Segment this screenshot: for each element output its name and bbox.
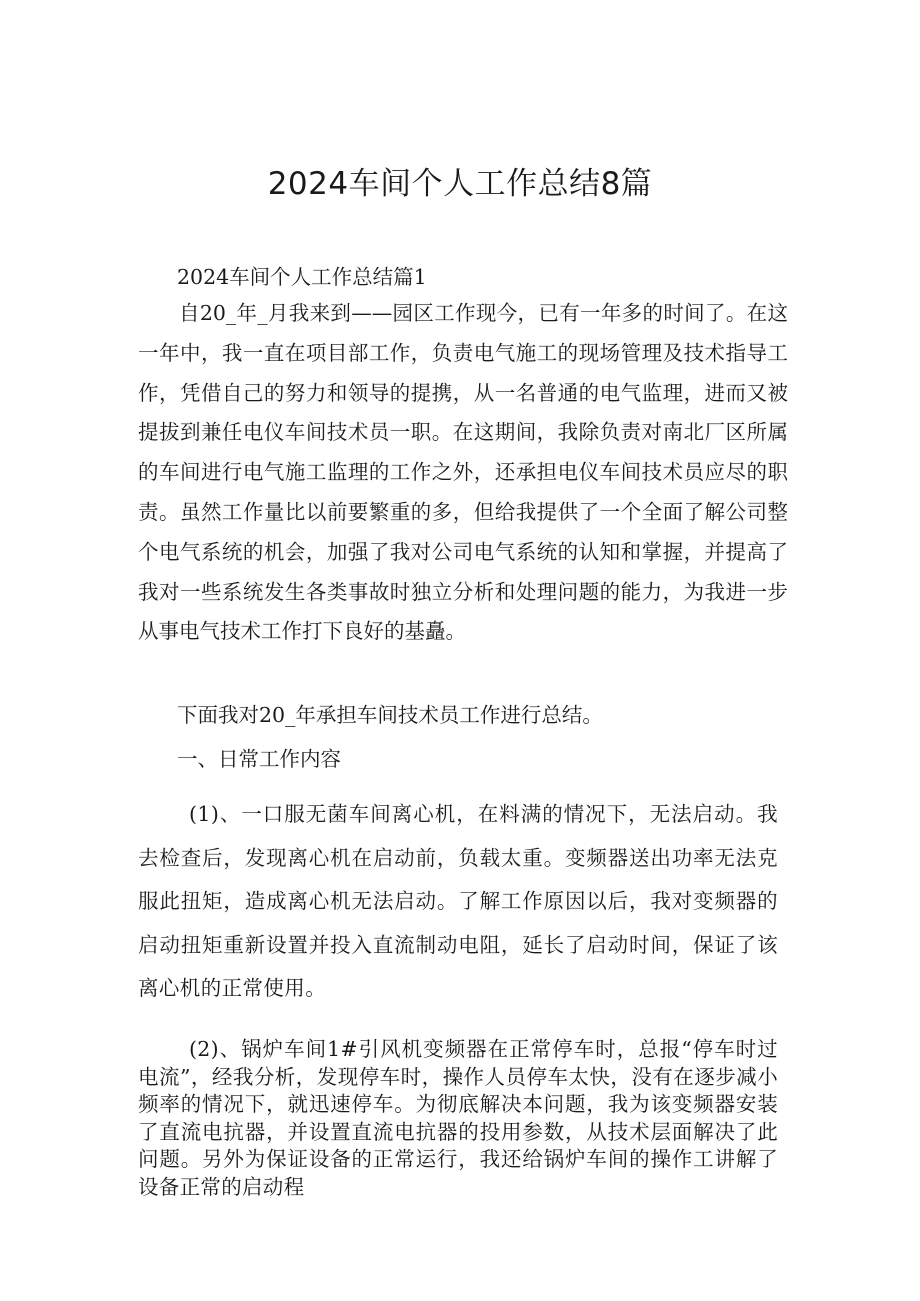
- summary-lead-paragraph: 下面我对20_年承担车间技术员工作进行总结。: [177, 703, 603, 727]
- work-item-1: (1)、一口服无菌车间离心机，在料满的情况下，无法启动。我去检查后，发现离心机在启动前，负载太重。变频器送出功率无法克服此扭矩，造成离心机无法启动。了解工作原因以后，我对变频器的启动扭矩重新设置并投入直流制动电阻，延长了启动时间，保证了该离心机的正常使用。: [138, 802, 778, 1000]
- intro-paragraph: 自20_年_月我来到——园区工作现今，已有一年多的时间了。在这一年中，我一直在项目部工作，负责电气施工的现场管理及技术指导工作，凭借自己的努力和领导的提携，从一名普通的电气监理，进而又被提拔到兼任电仪车间技术员一职。在这期间，我除负责对南北厂区所属的车间进行电气施工监理的工作之外，还承担电仪车间技术员应尽的职责。虽然工作量比以前要繁重的多，但给我提供了一个全面了解公司整个电气系统的机会，加强了我对公司电气系统的认知和掌握，并提高了我对一些系统发生各类事故时独立分析和处理问题的能力，为我进一步从事电气技术工作打下良好的基矗。: [138, 301, 788, 644]
- subheading-daily-work: 一、日常工作内容: [177, 747, 341, 771]
- document-title: 2024车间个人工作总结8篇: [267, 166, 653, 202]
- work-item-2: (2)、锅炉车间1#引风机变频器在正常停车时，总报“停车时过电流”，经我分析，发现停车时，操作人员停车太快，没有在逐步减小频率的情况下，就迅速停车。为彻底解决本问题，我为该变频器安装了直流电抗器，并设置直流电抗器的投用参数，从技术层面解决了此问题。另外为保证设备的正常运行，我还给锅炉车间的操作工讲解了设备正常的启动程: [138, 1037, 778, 1199]
- section-heading: 2024车间个人工作总结篇1: [177, 265, 427, 289]
